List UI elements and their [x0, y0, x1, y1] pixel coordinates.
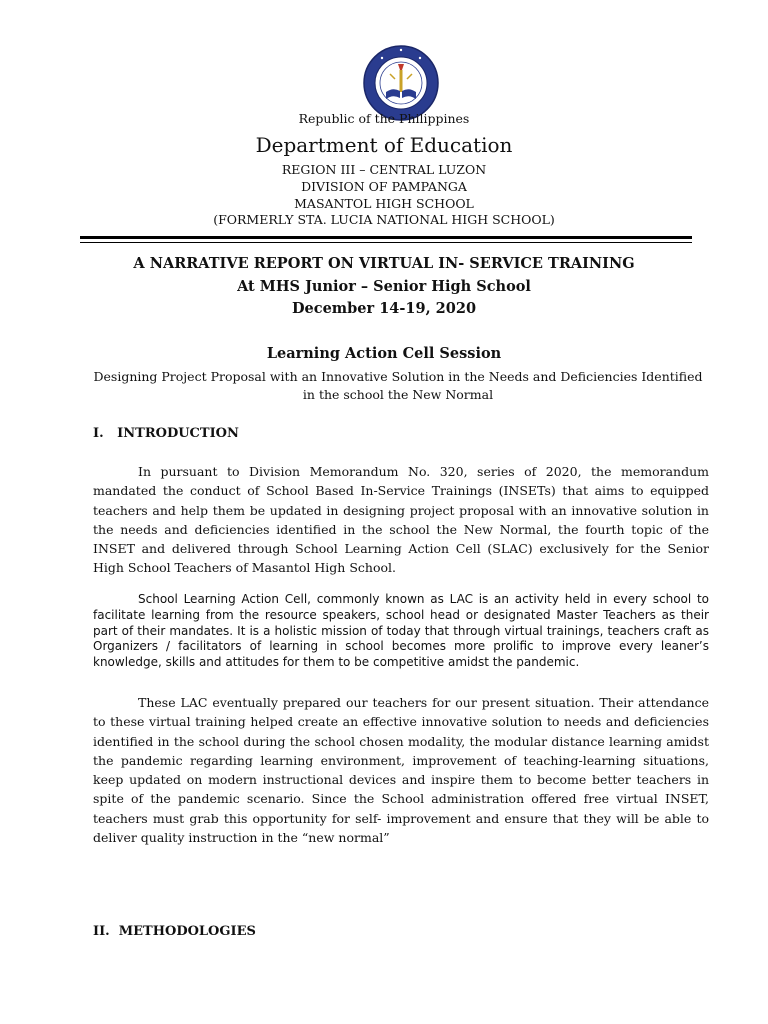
department-name: Department of Education [255, 133, 513, 157]
republic-line: Republic of the Philippines [298, 111, 470, 126]
intro-paragraph-1: In pursuant to Division Memorandum No. 320, series of 2020, the memorandum mandated the conduct of School Based In-Service Trainings (INSETs) that aims to equipped teachers and help them be updated in designing project proposal with an innovative solution in the needs and deficiencies identified in the school the New Normal, the fourth topic of the INSET and delivered through School Learning Action Cell (SLAC) exclusively for the Senior High School Teachers of Masantol High School. [93, 464, 709, 576]
intro-paragraph-3: These LAC eventually prepared our teachers for our present situation. Their attendance to these virtual training helped create an effective innovative solution to needs and deficiencies identified in the school during the school chosen modality, the modular distance learning amidst the pandemic regarding learning environment, improvement of teaching-learning situations, keep updated on modern instructional devices and inspire them to become better teachers in spite of the pandemic scenario. Since the School administration offered free virtual INSET, teachers must grab this opportunity for self- improvement and ensure that they will be able to deliver quality instruction in the “new normal” [93, 695, 709, 846]
division-line: DIVISION OF PAMPANGA [301, 179, 467, 194]
header-divider-thick [80, 236, 692, 239]
session-subtitle: Designing Project Proposal with an Innovative Solution in the Needs and Deficiencies Identified in the school the New Normal [93, 369, 703, 402]
header-divider-thin [80, 242, 692, 243]
intro-paragraph-2: School Learning Action Cell, commonly known as LAC is an activity held in every school to facilitate learning from the resource speakers, school head or designated Master Teachers as their part of their mandates. It is a holistic mission of today that through virtual trainings, teachers craft as Organizers / facilitators of learning in school becomes more prolific to improve every leaner’s knowledge, skills and attitudes for them to be competitive amidst the pandemic. [93, 592, 709, 670]
section-heading-introduction: I. INTRODUCTION [93, 426, 239, 441]
region-line: REGION III – CENTRAL LUZON [281, 162, 487, 177]
school-line: MASANTOL HIGH SCHOOL [294, 196, 474, 211]
report-title: A NARRATIVE REPORT ON VIRTUAL IN- SERVICE TRAINING [133, 255, 635, 272]
formerly-line: (FORMERLY STA. LUCIA NATIONAL HIGH SCHOOL) [213, 212, 555, 227]
session-title: Learning Action Cell Session [266, 345, 502, 362]
report-dates: December 14-19, 2020 [291, 300, 477, 317]
report-location: At MHS Junior – Senior High School [237, 278, 531, 295]
section-heading-methodologies: II. METHODOLOGIES [93, 924, 256, 939]
